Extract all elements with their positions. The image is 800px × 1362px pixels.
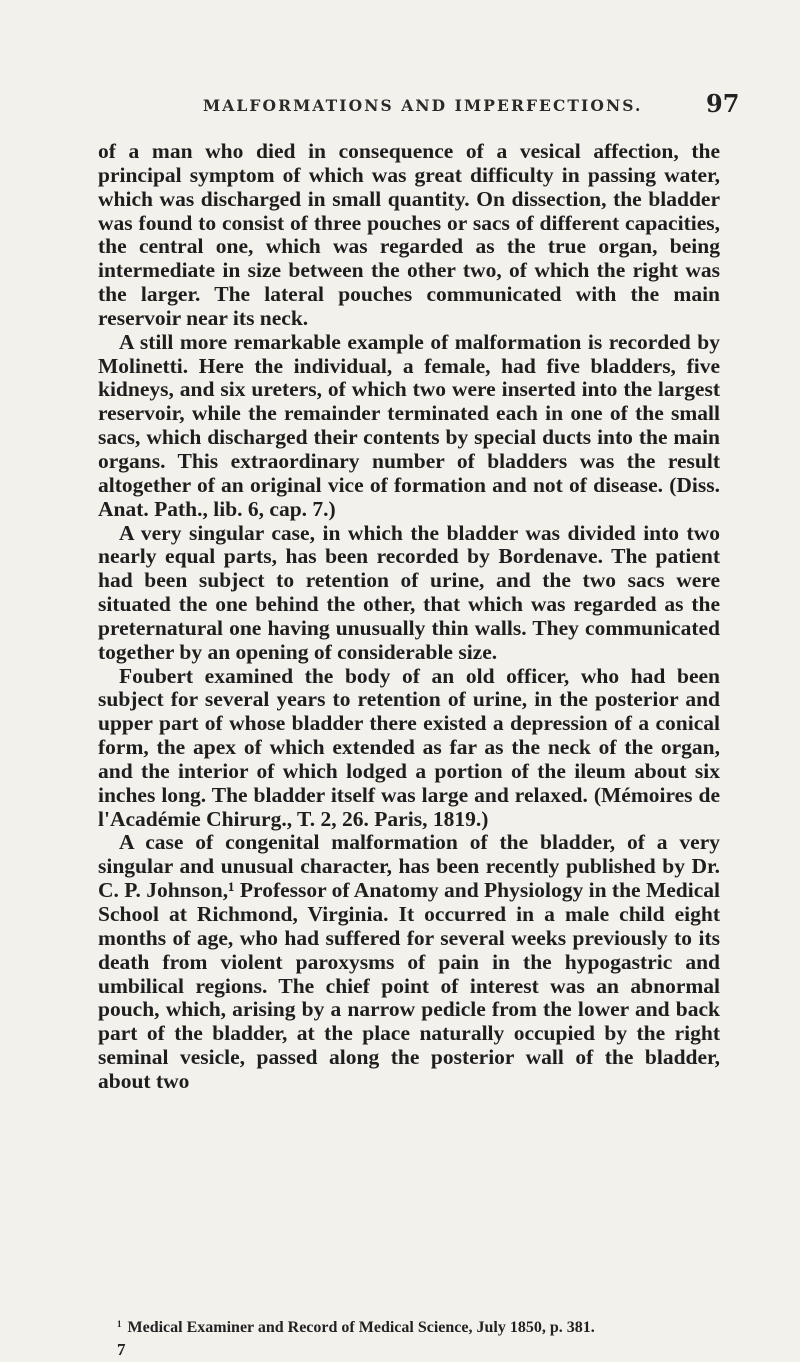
footnote xyxy=(117,1319,737,1337)
body-text xyxy=(98,140,720,1094)
running-title: MALFORMATIONS AND IMPERFECTIONS. xyxy=(203,96,643,115)
paragraph-5: A case of congenital malformation of the bladder, of a very singular and unusual character, has been recently published by Dr. C. P. Johnson,¹ Professor of Anatomy and Physiology in the Medical School at Richmond, Virginia. It occurred in a male child eight months of age, who had suffered for several weeks previously to its death from violent paroxysms of pain in the hypogastric and umbilical regions. The chief point of interest was an abnormal pouch, which, arising by a narrow pedicle from the lower and back part of the bladder, at the place naturally occupied by the right seminal vesicle, passed along the posterior wall of the bladder, about two xyxy=(98,830,720,1093)
footnote-marker: 1 xyxy=(117,1319,122,1329)
page-number: 97 xyxy=(706,89,740,118)
paragraph-1: of a man who died in consequence of a vesical affection, the principal symptom of which was great difficulty in passing water, which was discharged in small quantity. On dissection, the bladder was found to consist of three pouches or sacs of different capacities, the central one, which was regarded as the true organ, being intermediate in size between the other two, of which the right was the larger. The lateral pouches communicated with the main reservoir near its neck. xyxy=(98,139,720,330)
paragraph-3: A very singular case, in which the bladder was divided into two nearly equal parts, has been recorded by Bordenave. The patient had been subject to retention of urine, and the two sacs were situated the one behind the other, that which was regarded as the preternatural one having unusually thin walls. They communicated together by an opening of considerable size. xyxy=(98,520,720,664)
paragraph-2: A still more remarkable example of malformation is recorded by Molinetti. Here the individual, a female, had five bladders, five kidneys, and six ureters, of which two were inserted into the largest reservoir, while the remainder terminated each in one of the small sacs, which discharged their contents by special ducts into the main organs. This extraordinary number of bladders was the result altogether of an original vice of formation and not of disease. (Diss. Anat. Path., lib. 6, cap. 7.) xyxy=(98,329,720,521)
footnote-text: Medical Examiner and Record of Medical Science, July 1850, p. 381. xyxy=(127,1319,595,1336)
signature-mark: 7 xyxy=(117,1340,126,1359)
paragraph-4: Foubert examined the body of an old officer, who had been subject for several years to retention of urine, in the posterior and upper part of whose bladder there existed a depression of a conical form, the apex of which extended as far as the neck of the organ, and the interior of which lodged a portion of the ileum about six inches long. The bladder itself was large and relaxed. (Mémoires de l'Académie Chirurg., T. 2, 26. Paris, 1819.) xyxy=(98,663,720,831)
